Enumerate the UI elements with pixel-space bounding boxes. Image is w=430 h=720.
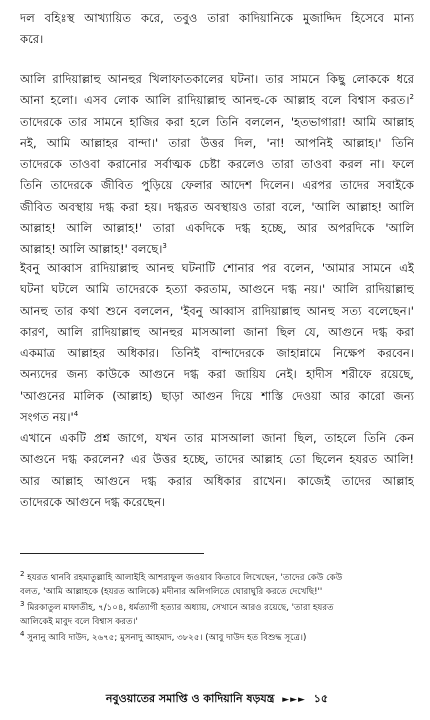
text-line: ইবনু আব্বাস রাদিয়াল্লাহু আনহু ঘটনাটি শোনার পর বলেন, 'আমার সামনে এই (20, 261, 414, 275)
footnote-2 (20, 571, 414, 600)
page-number: ১৫ (313, 692, 329, 705)
text-line: অন্যদের জন্য কাউকে আগুনে দগ্ধ করা জায়িয নেই। হাদীস শরীফে রয়েছে, (20, 367, 414, 382)
text-line: কারণ, আলি রাদিয়াল্লাহু আনহুর মাসআলা জানা ছিল যে, আগুনে দগ্ধ করা (20, 324, 414, 339)
text-line: এখানে একটি প্রশ্ন জাগে, যখন তার মাসআলা জানা ছিল, তাহলে তিনি কেন (20, 431, 414, 445)
footnote-ref[interactable]: 2 (409, 93, 414, 102)
text-line: তাদেরকে তাওবা করানোর সর্বাত্মক চেষ্টা করলেও তারা তাওবা করল না। ফলে (20, 157, 414, 172)
paragraph-4 (20, 428, 414, 513)
text-line: আলি রাদিয়াল্লাহু আনহুর খিলাফাতকালের ঘটনা। তার সামনে কিছু লোককে ধরে (20, 72, 414, 86)
paragraph-2 (20, 69, 414, 261)
text-line: আর আল্লাহ আগুনে দগ্ধ করার অধিকার রাখেন। কাজেই তাদের আল্লাহ (20, 473, 414, 488)
text-line: তাদেরকে আগুনে দগ্ধ করেছেন। (20, 494, 166, 509)
paragraph-3 (20, 258, 414, 428)
text-line: তিনি তাদেরকে জীবিত পুড়িয়ে ফেলার আদেশ দিলেন। এরপর তাদের সবাইকে (20, 178, 414, 193)
footnote-ref[interactable]: 4 (73, 410, 79, 419)
footnote-number: 4 (20, 631, 25, 639)
footnote-line (20, 571, 414, 585)
footnote-line: আলিকেই মাবুদ বলে বিশ্বাস করত।' (20, 617, 138, 628)
footnote-ref[interactable]: 3 (162, 242, 167, 251)
arrow-icon: ►►► (282, 695, 306, 705)
text-line: নই, আমি আল্লাহর বান্দা।' তারা উত্তর দিল, 'না! আপনিই আল্লাহ।' তিনি (20, 135, 414, 150)
text-line (20, 407, 414, 428)
footnote-text: হযরত থানবি রহমাতুল্লাহি আলাইহি আশরাফুল জওয়াব কিতাবে লিখেছেন, 'তাদের কেউ কেউ (27, 573, 343, 583)
text-line: তাদেরকে তার সামনে হাজির করা হলে তিনি বললেন, 'হতভাগারা! আমি আল্লাহ (20, 114, 414, 129)
footnote-divider (20, 553, 204, 554)
text-line: আগুনে দগ্ধ করলেন? এর উত্তর হচ্ছে, তাদের আল্লাহ তো ছিলেন হযরত আলি! (20, 452, 414, 467)
footnote-line (20, 601, 414, 615)
text-line: আনহু তার কথা শুনে বললেন, 'ইবনু আব্বাস রাদিয়াল্লাহু আনহু সত্য বলেছেন।' (20, 303, 414, 318)
text-line: দল বহিঃস্থ আখ্যায়িত করে, তবুও তারা কাদিয়ানিকে মুজাদ্দিদ হিসেবে মান্য (20, 11, 414, 25)
text-line: জীবিত অবস্থায় দগ্ধ করা হয়। দগ্ধরত অবস্থায়ও তারা বলে, 'আলি আল্লাহ! আলি (20, 199, 414, 214)
footnote-line (20, 631, 414, 645)
text-line-content: আনা হলো। এসব লোক আলি রাদিয়াল্লাহু আনহু-কে আল্লাহ বলে বিশ্বাস করত। (20, 93, 410, 108)
footnote-line: বলত, 'আমি আল্লাহকে (হযরত আলিকে) মদীনার অলিগলিতে ঘোরাঘুরি করতে দেখেছি!'' (20, 587, 323, 598)
footnote-text: সুনানু আবি দাউদ, ২৬৭৫; মুসনাদু আহমাদ, ৩৮২৫। (আবু দাউদ হত বিশুদ্ধ সূত্রে।) (27, 633, 307, 643)
text-line: ঘটনা ঘটলে আমি তাদেরকে হত্যা করতাম, আগুনে দগ্ধ নয়।' আলি রাদিয়াল্লাহু (20, 282, 414, 297)
text-line: 'আগুনের মালিক (আল্লাহ) ছাড়া আগুন দিয়ে শাস্তি দেওয়া আর কারো জন্য (20, 388, 414, 403)
text-line: আল্লাহ! আলি আল্লাহ!' তারা একদিকে দগ্ধ হচ্ছে, আর অপরদিকে 'আলি (20, 221, 414, 236)
text-line: একমাত্র আল্লাহর অধিকার। তিনিই বান্দাদেরকে জাহান্নামে নিক্ষেপ করবেন। (20, 346, 414, 361)
footnote-number: 3 (20, 601, 25, 609)
page-footer (20, 690, 414, 709)
book-title: নবুওয়াতের সমাপ্তি ও কাদিয়ানি ষড়যন্ত্র (105, 692, 275, 705)
paragraph-1 (20, 8, 414, 51)
footnote-4 (20, 631, 414, 645)
text-line (20, 90, 414, 111)
footnote-text: মিরকাতুল মাফাতীহ, ৭/১০৪, ধর্মত্যাগী হত্যার অধ্যায়, সেখানে আরও রয়েছে, 'তারা হযরত (27, 603, 334, 613)
footnote-3 (20, 601, 414, 630)
footnote-number: 2 (20, 571, 25, 579)
text-line-content: সংগত নয়।' (20, 410, 74, 425)
text-line: করে। (20, 32, 44, 47)
text-line-content: আল্লাহ! আলি আল্লাহ!' বলছে। (20, 242, 163, 257)
